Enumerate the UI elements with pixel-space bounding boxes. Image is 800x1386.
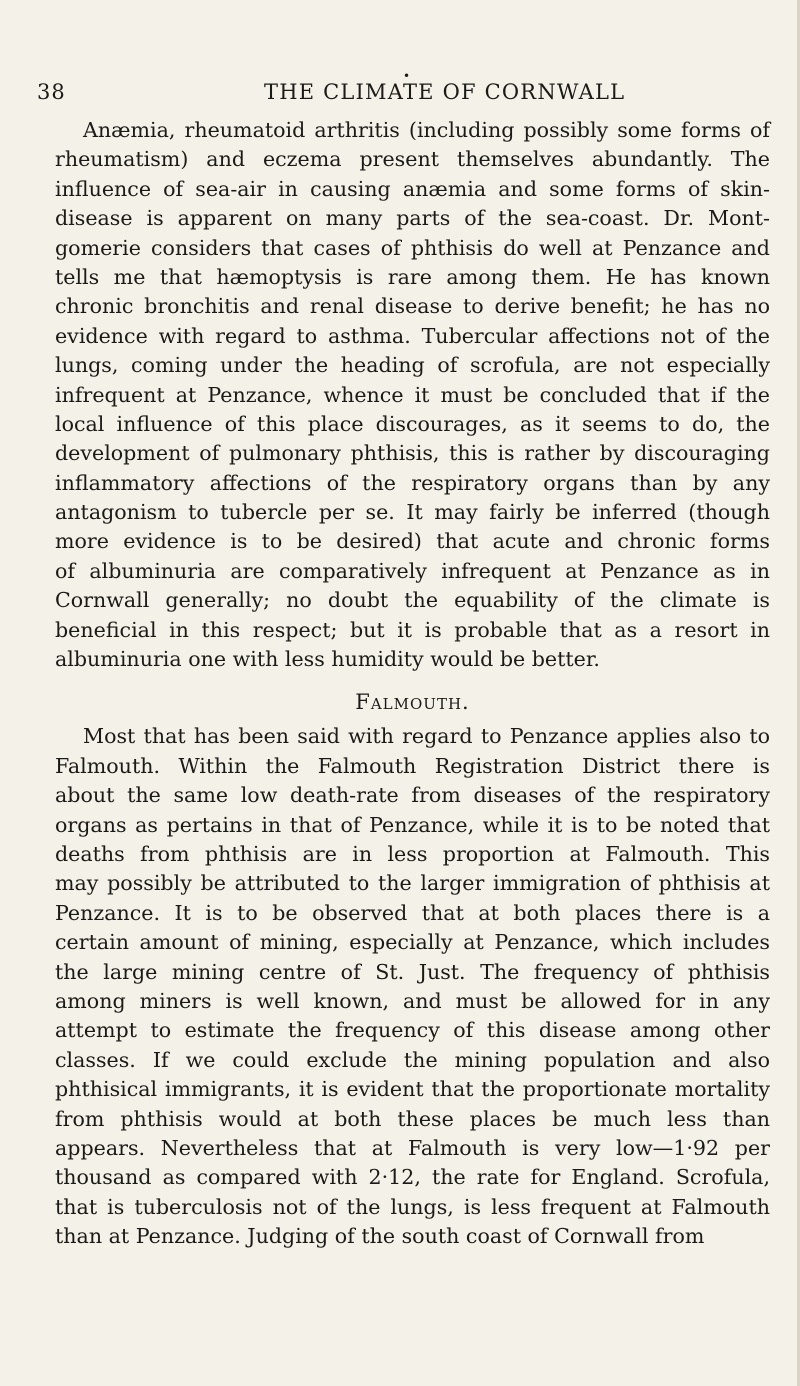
text-line: infrequent at Penzance, whence it must be concluded that if the (55, 382, 770, 407)
text-line: evidence with regard to asthma. Tubercular affections not of the (55, 323, 770, 348)
text-line: influence of sea-air in causing anæmia and some forms of skin- (55, 176, 770, 201)
text-line: that is tuberculosis not of the lungs, is less frequent at Falmouth (55, 1194, 770, 1219)
text-line: phthisical immigrants, it is evident that the proportionate mortality (55, 1077, 770, 1102)
text-line: local influence of this place discourages, as it seems to do, the (55, 411, 770, 436)
section-heading-falmouth: Falmouth. (355, 690, 470, 715)
page-header (37, 80, 626, 110)
text-line: albuminuria one with less humidity would be better. (55, 647, 600, 672)
text-line: gomerie considers that cases of phthisis do well at Penzance and (55, 235, 770, 260)
text-line: appears. Nevertheless that at Falmouth is very low—1·92 per (55, 1135, 770, 1160)
text-line: may possibly be attributed to the larger immigration of phthisis at (55, 871, 770, 896)
text-line: antagonism to tubercle per se. It may fairly be inferred (though (55, 500, 770, 525)
text-line: of albuminuria are comparatively infrequent at Penzance as in (55, 558, 770, 583)
text-line: chronic bronchitis and renal disease to derive benefit; he has no (55, 294, 770, 319)
text-line: Cornwall generally; no doubt the equability of the climate is (55, 588, 770, 613)
text-line: more evidence is to be desired) that acute and chronic forms (55, 529, 770, 554)
text-line: deaths from phthisis are in less proportion at Falmouth. This (55, 841, 770, 866)
text-line: Anæmia, rheumatoid arthritis (including possibly some forms of (83, 118, 770, 142)
text-line: organs as pertains in that of Penzance, while it is to be noted that (55, 812, 770, 837)
text-line: Most that has been said with regard to Penzance applies also to (83, 724, 770, 749)
text-line: thousand as compared with 2·12, the rate for England. Scrofula, (55, 1165, 770, 1190)
text-line: Penzance. It is to be observed that at both places there is a (55, 900, 770, 925)
text-line: certain amount of mining, especially at Penzance, which includes (55, 930, 770, 955)
text-line: development of pulmonary phthisis, this is rather by discouraging (55, 441, 770, 466)
text-line: Falmouth. Within the Falmouth Registration District there is (55, 753, 770, 778)
text-line: attempt to estimate the frequency of this disease among other (55, 1018, 770, 1043)
text-line: disease is apparent on many parts of the sea-coast. Dr. Mont- (55, 206, 770, 231)
paragraph-anaemia (55, 116, 770, 674)
text-line: classes. If we could exclude the mining population and also (55, 1047, 770, 1072)
text-line: about the same low death-rate from diseases of the respiratory (55, 783, 770, 808)
text-line: inflammatory affections of the respiratory organs than by any (55, 470, 770, 495)
text-line: the large mining centre of St. Just. The frequency of phthisis (55, 959, 770, 984)
text-line: rheumatism) and eczema present themselves abundantly. The (55, 147, 770, 172)
page-number: 38 (37, 80, 66, 104)
text-line: than at Penzance. Judging of the south coast of Cornwall from (55, 1224, 705, 1249)
text-line: from phthisis would at both these places be much less than (55, 1106, 770, 1131)
paragraph-falmouth (55, 722, 770, 1251)
text-line: among miners is well known, and must be allowed for in any (55, 988, 770, 1013)
text-line: beneficial in this respect; but it is probable that as a resort in (55, 617, 770, 642)
running-head: THE CLIMATE OF CORNWALL (264, 80, 626, 104)
page-body (55, 116, 770, 1251)
text-line: lungs, coming under the heading of scrofula, are not especially (55, 353, 770, 378)
text-line: tells me that hæmoptysis is rare among them. He has known (55, 264, 770, 289)
ornament-dot: • (403, 69, 411, 83)
